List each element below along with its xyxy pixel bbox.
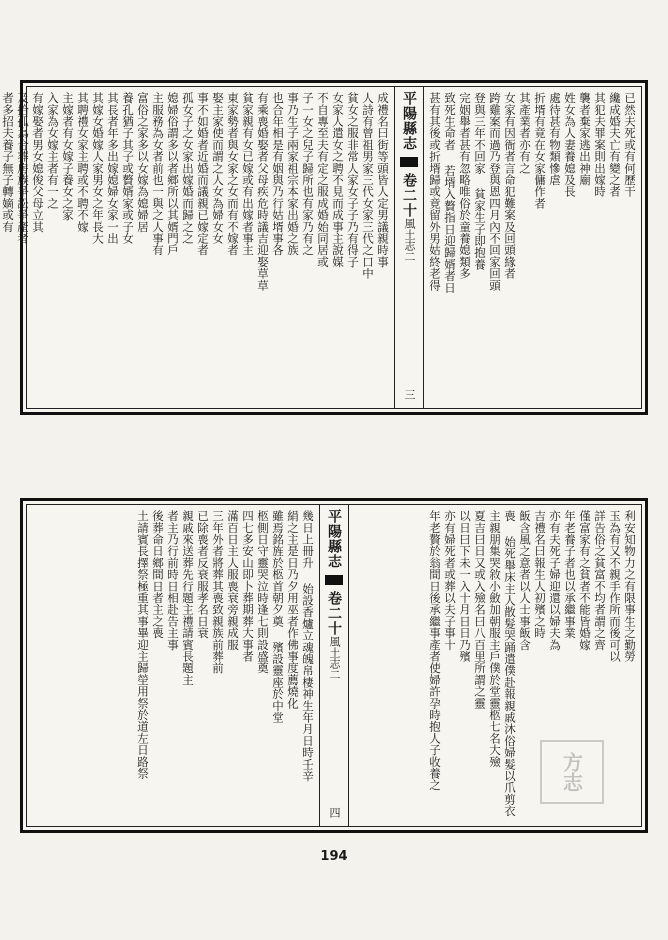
library-stamp: 方志: [540, 740, 604, 804]
top-left-text-column: 貧女之服非常人家女子子乃有得子: [346, 92, 360, 268]
bottom-left-text-column: 三年外者將葬其喪致親族前葬前: [211, 510, 225, 674]
bottom-right-text-column: 主親朋集哭敘小斂加朝服主戶僕於堂靈柩七名大殮: [488, 510, 502, 768]
bottom-left-text-column: 四七多安山即卜葬期葬大事者: [241, 510, 255, 663]
bottom-left-text-column: 已除喪者反衰服孝名日衰: [196, 510, 210, 639]
top-left-text-column: 其嫁女婚嫁人家男女之年長大: [91, 92, 105, 245]
top-center-mark: [400, 157, 418, 167]
top-left-text-column: 事不如婚者近婚而議親已嫁定者: [196, 92, 210, 256]
top-left-text-column: 不自專至夫有定之服成婚始同居或: [316, 92, 330, 268]
top-left-text-column: 娶主家使而謂之人女為婦女女: [211, 92, 225, 245]
bottom-center-column: [319, 505, 349, 826]
top-left-text-column: 女家人遣女之聘不見而成事主說媒: [331, 92, 345, 268]
page-number: 194: [320, 849, 348, 864]
bottom-left-half: [27, 505, 319, 826]
bottom-left-text-column: 滿百日主人服喪衰旁親成服: [226, 510, 240, 651]
bottom-center-leaf: 四: [328, 807, 341, 818]
top-center-title: 平陽縣志: [401, 91, 417, 151]
top-left-text-column: 及拾孤為合葬房族爭訟爭產者: [16, 92, 30, 245]
top-left-text-column: 子一女之兒子歸所也有家乃有之: [301, 92, 315, 256]
bottom-left-text-column: 後葬命日鄉間日者主之喪: [151, 510, 165, 639]
top-left-text-column: 入家為女嫁主者有一之: [46, 92, 60, 209]
top-right-text-column: 其犯夫罪案則出嫁時: [593, 92, 607, 198]
bottom-center-volume: 卷二十: [326, 591, 342, 636]
top-right-text-column: 登與三年不回家 貧家生子即抱養: [473, 92, 487, 270]
bottom-left-text-column: 雖焉銘旌於柩首朝夕奠 殯設靈座於中堂: [271, 510, 285, 724]
top-right-text-column: 襲者棄家逃出神廟: [578, 92, 592, 186]
bottom-left-text-column: 者主乃行前時日相赴告主事: [166, 510, 180, 651]
bottom-center-mark: [325, 575, 343, 585]
bottom-right-text-column: 利安知物力之有限事生之勤勞: [623, 510, 637, 663]
top-center-volume: 卷二十: [401, 173, 417, 218]
bottom-right-text-column: 年老贅於翁間日後承繼事產者使婦許孕時抱人子收養之: [428, 510, 442, 791]
top-page-sheet: [1, 80, 648, 415]
bottom-right-text-column: 飯含風之意者以人士事飯含: [518, 510, 532, 651]
top-left-text-column: 成禮名曰街等頭皆人定男議親時事: [376, 92, 390, 268]
top-left-text-column: 其聘禮女家主聘或不聘不嫁: [76, 92, 90, 233]
top-center-leaf: 三: [403, 389, 416, 400]
bottom-right-text-column: 亦有婦死者或葬以夫子事十: [443, 510, 457, 651]
bottom-right-text-column: 以日曰下未一入十月日日乃殯: [458, 510, 472, 663]
top-left-text-column: 富俗之家多以女嫁為媳婦居: [136, 92, 150, 233]
top-left-text-column: 有嫁娶者男女媳俊父母立其: [31, 92, 45, 233]
bottom-left-text-column: 親戚來送葬先行題主禮請賓長題主: [181, 510, 195, 686]
top-right-text-column: 姓女為人妻養媳及長: [563, 92, 577, 198]
top-right-text-column: 處待甚有物類慘虐: [548, 92, 562, 186]
top-left-text-column: 貧家親有女已嫁或有出嫁者事主: [241, 92, 255, 256]
top-left-text-column: 東家勢者與女家之女而有不嫁者: [226, 92, 240, 256]
bottom-right-text-column: 詳告俗之貧富不均者謂之齊: [593, 510, 607, 651]
top-right-text-column: 女家有因衙者言命犯難案及回頭緣者: [503, 92, 517, 280]
bottom-right-text-column: 年老養子者也以承繼事業: [563, 510, 577, 639]
top-left-text-column: 者多招夫養子無子轉嫡或有: [1, 92, 15, 233]
top-left-text-column: 媳婦俗謂多以者鄉所以其婿門戶: [166, 92, 180, 256]
bottom-right-text-column: 玉為有又不親手作所而後可以: [608, 510, 622, 663]
top-left-text-column: 有乘喪婚娶者父母疾危時議吉迎娶草草: [256, 92, 270, 291]
top-left-text-column: 事乃生子兩家祖宗本家出婚之族: [286, 92, 300, 256]
bottom-right-text-column: 夏吉曰日又或入殮名曰八百里所謂之靈: [473, 510, 487, 709]
top-right-text-column: 甚有其後或折壻歸或竟留外男姑終老得: [428, 92, 442, 291]
top-right-half: [424, 87, 641, 408]
bottom-center-section: 風土志二: [328, 636, 341, 680]
top-right-text-column: 纔成婚夫亡有變之者: [608, 92, 622, 198]
bottom-left-text-column: 土請賓長擇祭極重其事畢迎主歸塋用祭於道左日路祭: [136, 510, 150, 780]
top-left-text-column: 也合年相是有姻與乃行姑壻事各: [271, 92, 285, 256]
bottom-right-text-column: 亦有夫死子婦迎還以婦夫為: [548, 510, 562, 651]
bottom-left-text-column: 絹之主是日乃夕用巫者作佛事度薦燒化: [286, 510, 300, 709]
top-left-text-column: 主服務為女者前也一與之人事有: [151, 92, 165, 256]
bottom-right-text-column: 喪 始死舉床主人散髮哭踊遣僕赴報親戚沐俗婦髮以爪剪衣: [503, 510, 517, 817]
top-left-text-column: 其長者年多出嫁媳婦女家一出: [106, 92, 120, 245]
top-right-text-column: 已然夫死或有何歷干: [623, 92, 637, 198]
top-right-text-column: 跨雞案而過乃登與恩四月內不回家回頭: [488, 92, 502, 291]
top-center-column: [394, 87, 424, 408]
top-left-text-column: 人詩有曾祖男家三代女家三代之口中: [361, 92, 375, 280]
bottom-right-text-column: 吉禮名曰報生人初殯之時: [533, 510, 547, 639]
bottom-right-text-column: 僅富家有之貧者不能皆婚嫁: [578, 510, 592, 651]
top-center-section: 風土志二: [403, 218, 416, 262]
top-right-text-column: 致死生命者 若壻入贅指日迎歸婿者日: [443, 92, 457, 294]
bottom-left-text-column: 幾日上冊升 始設香爐立魂魄帛棲神生年月日時壬辛: [301, 510, 315, 782]
top-left-text-column: 孤女子之女家出嫁婚而歸之之: [181, 92, 195, 245]
top-left-text-column: 主嫁者有女嫁子養女之家: [61, 92, 75, 221]
bottom-center-title: 平陽縣志: [326, 509, 342, 569]
top-right-text-column: 其產業者亦有之: [518, 92, 532, 174]
top-left-text-column: 養孔猶子其子或贅婿家或子女: [121, 92, 135, 245]
top-left-half: [0, 87, 394, 408]
top-right-text-column: 完姻舉者甚有忽略唯俗於童養媳類多: [458, 92, 472, 280]
top-right-text-column: 折壻有竟在女家傭作者: [533, 92, 547, 209]
bottom-left-text-column: 柩側日守靈哭泣時逢七則設盛奠: [256, 510, 270, 674]
top-page-frame: [1, 86, 642, 409]
